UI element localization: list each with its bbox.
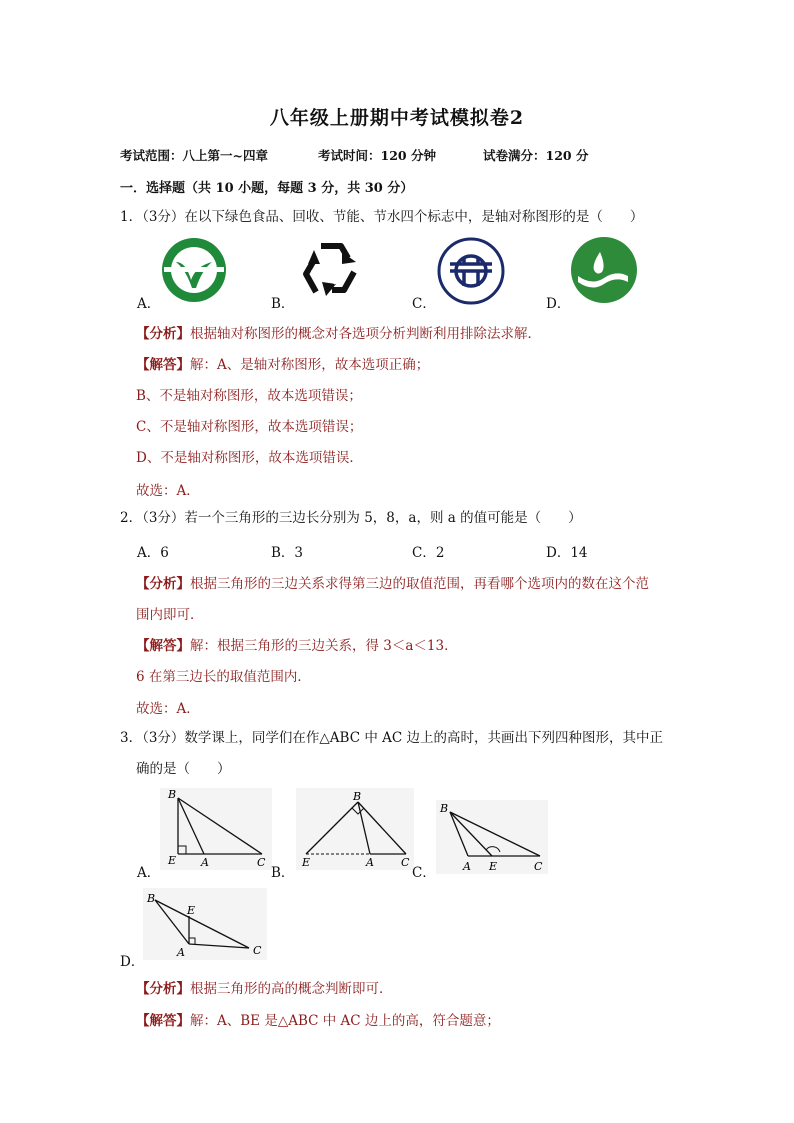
label-a: A	[201, 856, 209, 869]
q3-option-a: A．	[137, 865, 161, 881]
label-a: A	[177, 946, 185, 959]
q2-stem: 2．（3分）若一个三角形的三边长分别为 5，8，a，则 a 的值可能是（ ）	[120, 510, 582, 526]
q1-answer-line-2: B、不是轴对称图形，故本选项错误；	[136, 388, 362, 404]
q3-analysis	[136, 977, 393, 997]
q1-choose: 故选：A．	[136, 483, 200, 499]
q3-figure-a	[160, 788, 272, 870]
q1-option-d: D．	[546, 296, 571, 312]
q1-option-c: C．	[412, 296, 436, 312]
label-b: B	[353, 790, 362, 803]
q3-option-d: D．	[120, 954, 145, 970]
q1-answer-line-4: D、不是轴对称图形，故本选项错误．	[136, 450, 363, 466]
water-saving-logo-icon	[570, 236, 638, 304]
q2-option-d: D．14	[546, 545, 588, 561]
label-c: C	[257, 856, 266, 869]
exam-scope: 考试范围：八上第一~四章	[120, 148, 268, 163]
label-b: B	[147, 892, 156, 905]
label-a: A	[463, 860, 471, 873]
q3-stem-line-2: 确的是（ ）	[136, 761, 231, 777]
q3-analysis-tag: 【分析】	[136, 981, 190, 997]
q2-analysis-tag: 【分析】	[136, 576, 190, 592]
q1-analysis	[136, 322, 541, 342]
q3-stem-line-1: 3．（3分）数学课上，同学们在作△ABC 中 AC 边上的高时，共画出下列四种图形，其中正	[120, 730, 664, 746]
q2-answer-tag: 【解答】	[136, 638, 190, 654]
q2-option-a: A．6	[137, 545, 169, 561]
q1-answer	[136, 353, 429, 373]
q2-answer	[136, 634, 458, 654]
q3-analysis-text: 根据三角形的高的概念判断即可．	[190, 981, 393, 997]
q1-option-b: B．	[271, 296, 295, 312]
label-e: E	[187, 904, 196, 917]
page-title: 八年级上册期中考试模拟卷2	[269, 107, 525, 129]
label-c: C	[401, 856, 410, 869]
label-e: E	[302, 856, 311, 869]
exam-time: 考试时间：120 分钟	[318, 148, 436, 163]
label-b: B	[440, 802, 449, 815]
energy-saving-logo-icon	[436, 236, 506, 306]
green-food-logo-icon	[160, 236, 228, 304]
q3-answer-tag: 【解答】	[136, 1013, 190, 1029]
label-b: B	[168, 788, 177, 801]
q2-choose: 故选：A．	[136, 701, 200, 717]
q2-option-c: C．2	[412, 545, 445, 561]
q1-option-a: A．	[137, 296, 161, 312]
q1-answer-line-3: C、不是轴对称图形，故本选项错误；	[136, 419, 363, 435]
label-c: C	[534, 860, 543, 873]
q3-figure-c	[436, 800, 548, 874]
q2-note: 6 在第三边长的取值范围内．	[136, 669, 311, 685]
q2-answer-text: 解：根据三角形的三边关系，得 3＜a＜13．	[190, 638, 458, 654]
recycle-logo-icon	[296, 236, 366, 306]
q2-analysis	[136, 572, 649, 592]
q2-option-b: B．3	[271, 545, 304, 561]
q3-figure-b	[296, 788, 414, 870]
q1-analysis-tag: 【分析】	[136, 326, 190, 342]
label-e: E	[489, 860, 498, 873]
q3-answer	[136, 1009, 500, 1029]
section-heading: 一．选择题（共 10 小题，每题 3 分，共 30 分）	[120, 181, 414, 196]
q3-figure-d	[143, 888, 267, 960]
q2-analysis-line-1: 根据三角形的三边关系求得第三边的取值范围，再看哪个选项内的数在这个范	[190, 576, 649, 592]
q3-option-b: B．	[271, 865, 295, 881]
q1-answer-line-1: 解：A、是轴对称图形，故本选项正确；	[190, 357, 430, 373]
q1-answer-tag: 【解答】	[136, 357, 190, 373]
label-a: A	[366, 856, 374, 869]
q2-analysis-line-2: 围内即可．	[136, 607, 204, 623]
label-c: C	[253, 944, 262, 957]
q1-stem: 1．（3分）在以下绿色食品、回收、节能、节水四个标志中，是轴对称图形的是（ ）	[120, 209, 644, 225]
q3-answer-text: 解：A、BE 是△ABC 中 AC 边上的高，符合题意；	[190, 1013, 500, 1029]
q3-option-c: C．	[412, 865, 436, 881]
label-e: E	[168, 854, 177, 867]
q1-analysis-text: 根据轴对称图形的概念对各选项分析判断利用排除法求解．	[190, 326, 541, 342]
full-score: 试卷满分：120 分	[483, 148, 589, 163]
